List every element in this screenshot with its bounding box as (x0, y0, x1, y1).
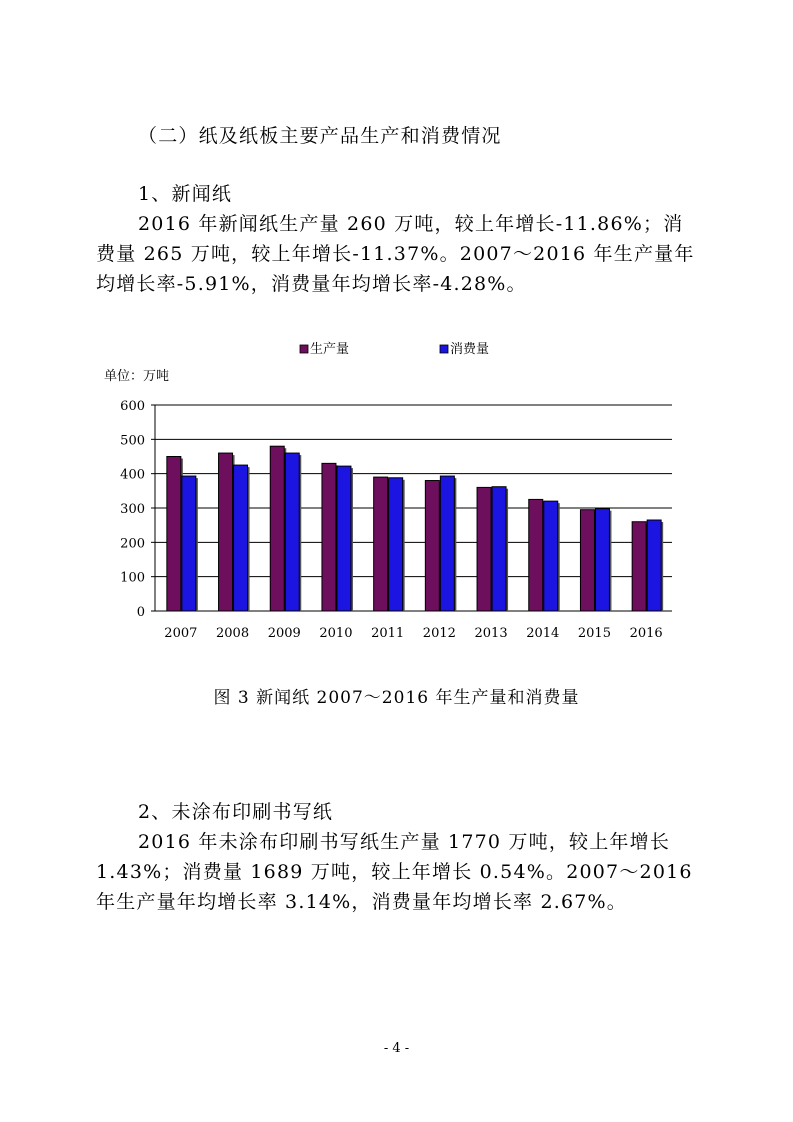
bar-production-2012 (425, 481, 439, 611)
x-tick-label: 2013 (474, 626, 508, 641)
section-heading: （二）纸及纸板主要产品生产和消费情况 (138, 125, 502, 147)
newsprint-paragraph-line: 费量 265 万吨，较上年增长-11.37%。2007～2016 年生产量年 (96, 243, 695, 265)
legend-swatch (300, 345, 308, 353)
legend-label: 消费量 (450, 342, 490, 357)
y-tick-label: 200 (120, 536, 145, 552)
bar-consumption-2016 (647, 520, 661, 611)
x-tick-label: 2007 (164, 626, 198, 641)
legend-swatch (440, 345, 448, 353)
bar-production-2007 (167, 457, 181, 612)
newsprint-heading: 1、新闻纸 (138, 183, 233, 205)
uncoated-heading: 2、未涂布印刷书写纸 (138, 801, 334, 823)
chart-x-axis (164, 626, 662, 641)
y-tick-label: 500 (120, 433, 145, 449)
page-number: - 4 - (383, 1041, 410, 1056)
bar-consumption-2009 (285, 453, 299, 611)
x-tick-label: 2009 (267, 626, 301, 641)
bar-production-2009 (270, 446, 284, 611)
bar-production-2008 (219, 453, 233, 611)
newsprint-paragraph-line: 2016 年新闻纸生产量 260 万吨，较上年增长-11.86%；消 (138, 213, 684, 235)
bar-production-2016 (632, 522, 646, 611)
x-tick-label: 2008 (216, 626, 250, 641)
newsprint-bar-chart (0, 330, 793, 650)
y-tick-label: 400 (120, 467, 145, 483)
uncoated-paragraph-line: 1.43%；消费量 1689 万吨，较上年增长 0.54%。2007～2016 (96, 861, 693, 883)
y-tick-label: 0 (136, 605, 145, 620)
bar-production-2010 (322, 463, 336, 611)
y-tick-label: 300 (120, 502, 145, 517)
bar-consumption-2015 (595, 509, 609, 611)
uncoated-paragraph-line: 2016 年未涂布印刷书写纸生产量 1770 万吨，较上年增长 (138, 831, 671, 853)
bar-consumption-2012 (440, 476, 454, 611)
newsprint-paragraph-line: 均增长率-5.91%，消费量年均增长率-4.28%。 (96, 273, 527, 295)
bar-production-2013 (477, 487, 491, 611)
figure-caption: 图 3 新闻纸 2007～2016 年生产量和消费量 (213, 688, 580, 708)
x-tick-label: 2010 (319, 626, 353, 641)
y-tick-label: 100 (120, 570, 145, 586)
bar-consumption-2010 (337, 466, 351, 611)
x-tick-label: 2012 (422, 626, 456, 641)
chart-legend (300, 341, 489, 357)
chart-unit-label: 单位：万吨 (104, 369, 170, 384)
bar-consumption-2014 (544, 501, 558, 611)
x-tick-label: 2016 (629, 626, 663, 641)
x-tick-label: 2015 (577, 626, 611, 641)
x-tick-label: 2011 (371, 626, 405, 641)
legend-label: 生产量 (310, 342, 350, 357)
bar-consumption-2008 (234, 465, 248, 611)
bar-production-2011 (374, 477, 388, 611)
y-tick-label: 600 (120, 399, 145, 414)
x-tick-label: 2014 (526, 626, 560, 641)
bar-consumption-2007 (182, 476, 196, 611)
bar-production-2014 (529, 499, 543, 611)
bar-consumption-2011 (389, 478, 403, 611)
chart-bars (167, 446, 663, 611)
bar-consumption-2013 (492, 487, 506, 611)
bar-production-2015 (580, 510, 594, 611)
uncoated-paragraph-line: 年生产量年均增长率 3.14%，消费量年均增长率 2.67%。 (96, 891, 627, 913)
